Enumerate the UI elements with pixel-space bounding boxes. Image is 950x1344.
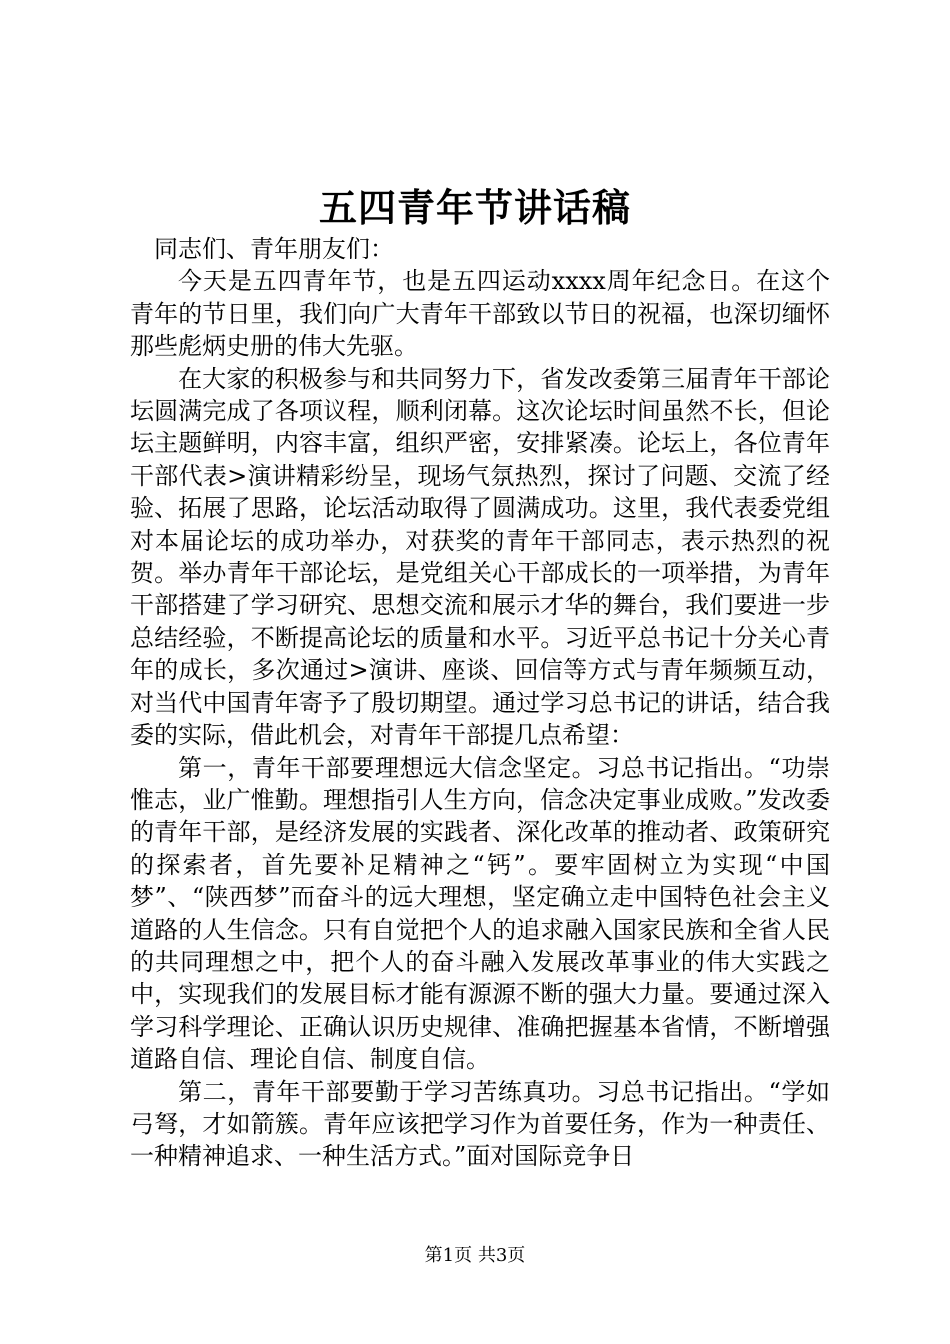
paragraph-4: 第二，青年干部要勤于学习苦练真功。习总书记指出。“学如弓弩，才如箭簇。青年应该把学习作为首要任务，作为一种责任、一种精神追求、一种生活方式。”面对国际竞争日 [130, 1077, 830, 1171]
paragraph-3: 第一，青年干部要理想远大信念坚定。习总书记指出。“功崇惟志，业广惟勤。理想指引人生方向，信念决定事业成败。”发改委的青年干部，是经济发展的实践者、深化改革的推动者、政策研究的探索者，首先要补足精神之“钙”。要牢固树立为实现“中国梦”、“陕西梦”而奋斗的远大理想，坚定确立走中国特色社会主义道路的人生信念。只有自觉把个人的追求融入国家民族和全省人民的共同理想之中，把个人的奋斗融入发展改革事业的伟大实践之中，实现我们的发展目标才能有源源不断的强大力量。要通过深入学习科学理论、正确认识历史规律、准确把握基本省情，不断增强道路自信、理论自信、制度自信。 [130, 753, 830, 1074]
document-title: 五四青年节讲话稿 [318, 185, 631, 230]
paragraph-1: 今天是五四青年节，也是五四运动xxxx周年纪念日。在这个青年的节日里，我们向广大青年干部致以节日的祝福，也深切缅怀那些彪炳史册的伟大先驱。 [130, 267, 830, 361]
paragraph-2: 在大家的积极参与和共同努力下，省发改委第三届青年干部论坛圆满完成了各项议程，顺利闭幕。这次论坛时间虽然不长，但论坛主题鲜明，内容丰富，组织严密，安排紧凑。论坛上，各位青年干部代表>演讲精彩纷呈，现场气氛热烈，探讨了问题、交流了经验、拓展了思路，论坛活动取得了圆满成功。这里，我代表委党组对本届论坛的成功举办，对获奖的青年干部同志，表示热烈的祝贺。举办青年干部论坛，是党组关心干部成长的一项举措，为青年干部搭建了学习研究、思想交流和展示才华的舞台，我们要进一步总结经验，不断提高论坛的质量和水平。习近平总书记十分关心青年的成长，多次通过>演讲、座谈、回信等方式与青年频频互动，对当代中国青年寄予了殷切期望。通过学习总书记的讲话，结合我委的实际，借此机会，对青年干部提几点希望： [130, 364, 830, 750]
greeting-line: 同志们、青年朋友们： [154, 235, 394, 263]
document-body [130, 233, 830, 1173]
page-footer: 第1页 共3页 [424, 1245, 526, 1266]
